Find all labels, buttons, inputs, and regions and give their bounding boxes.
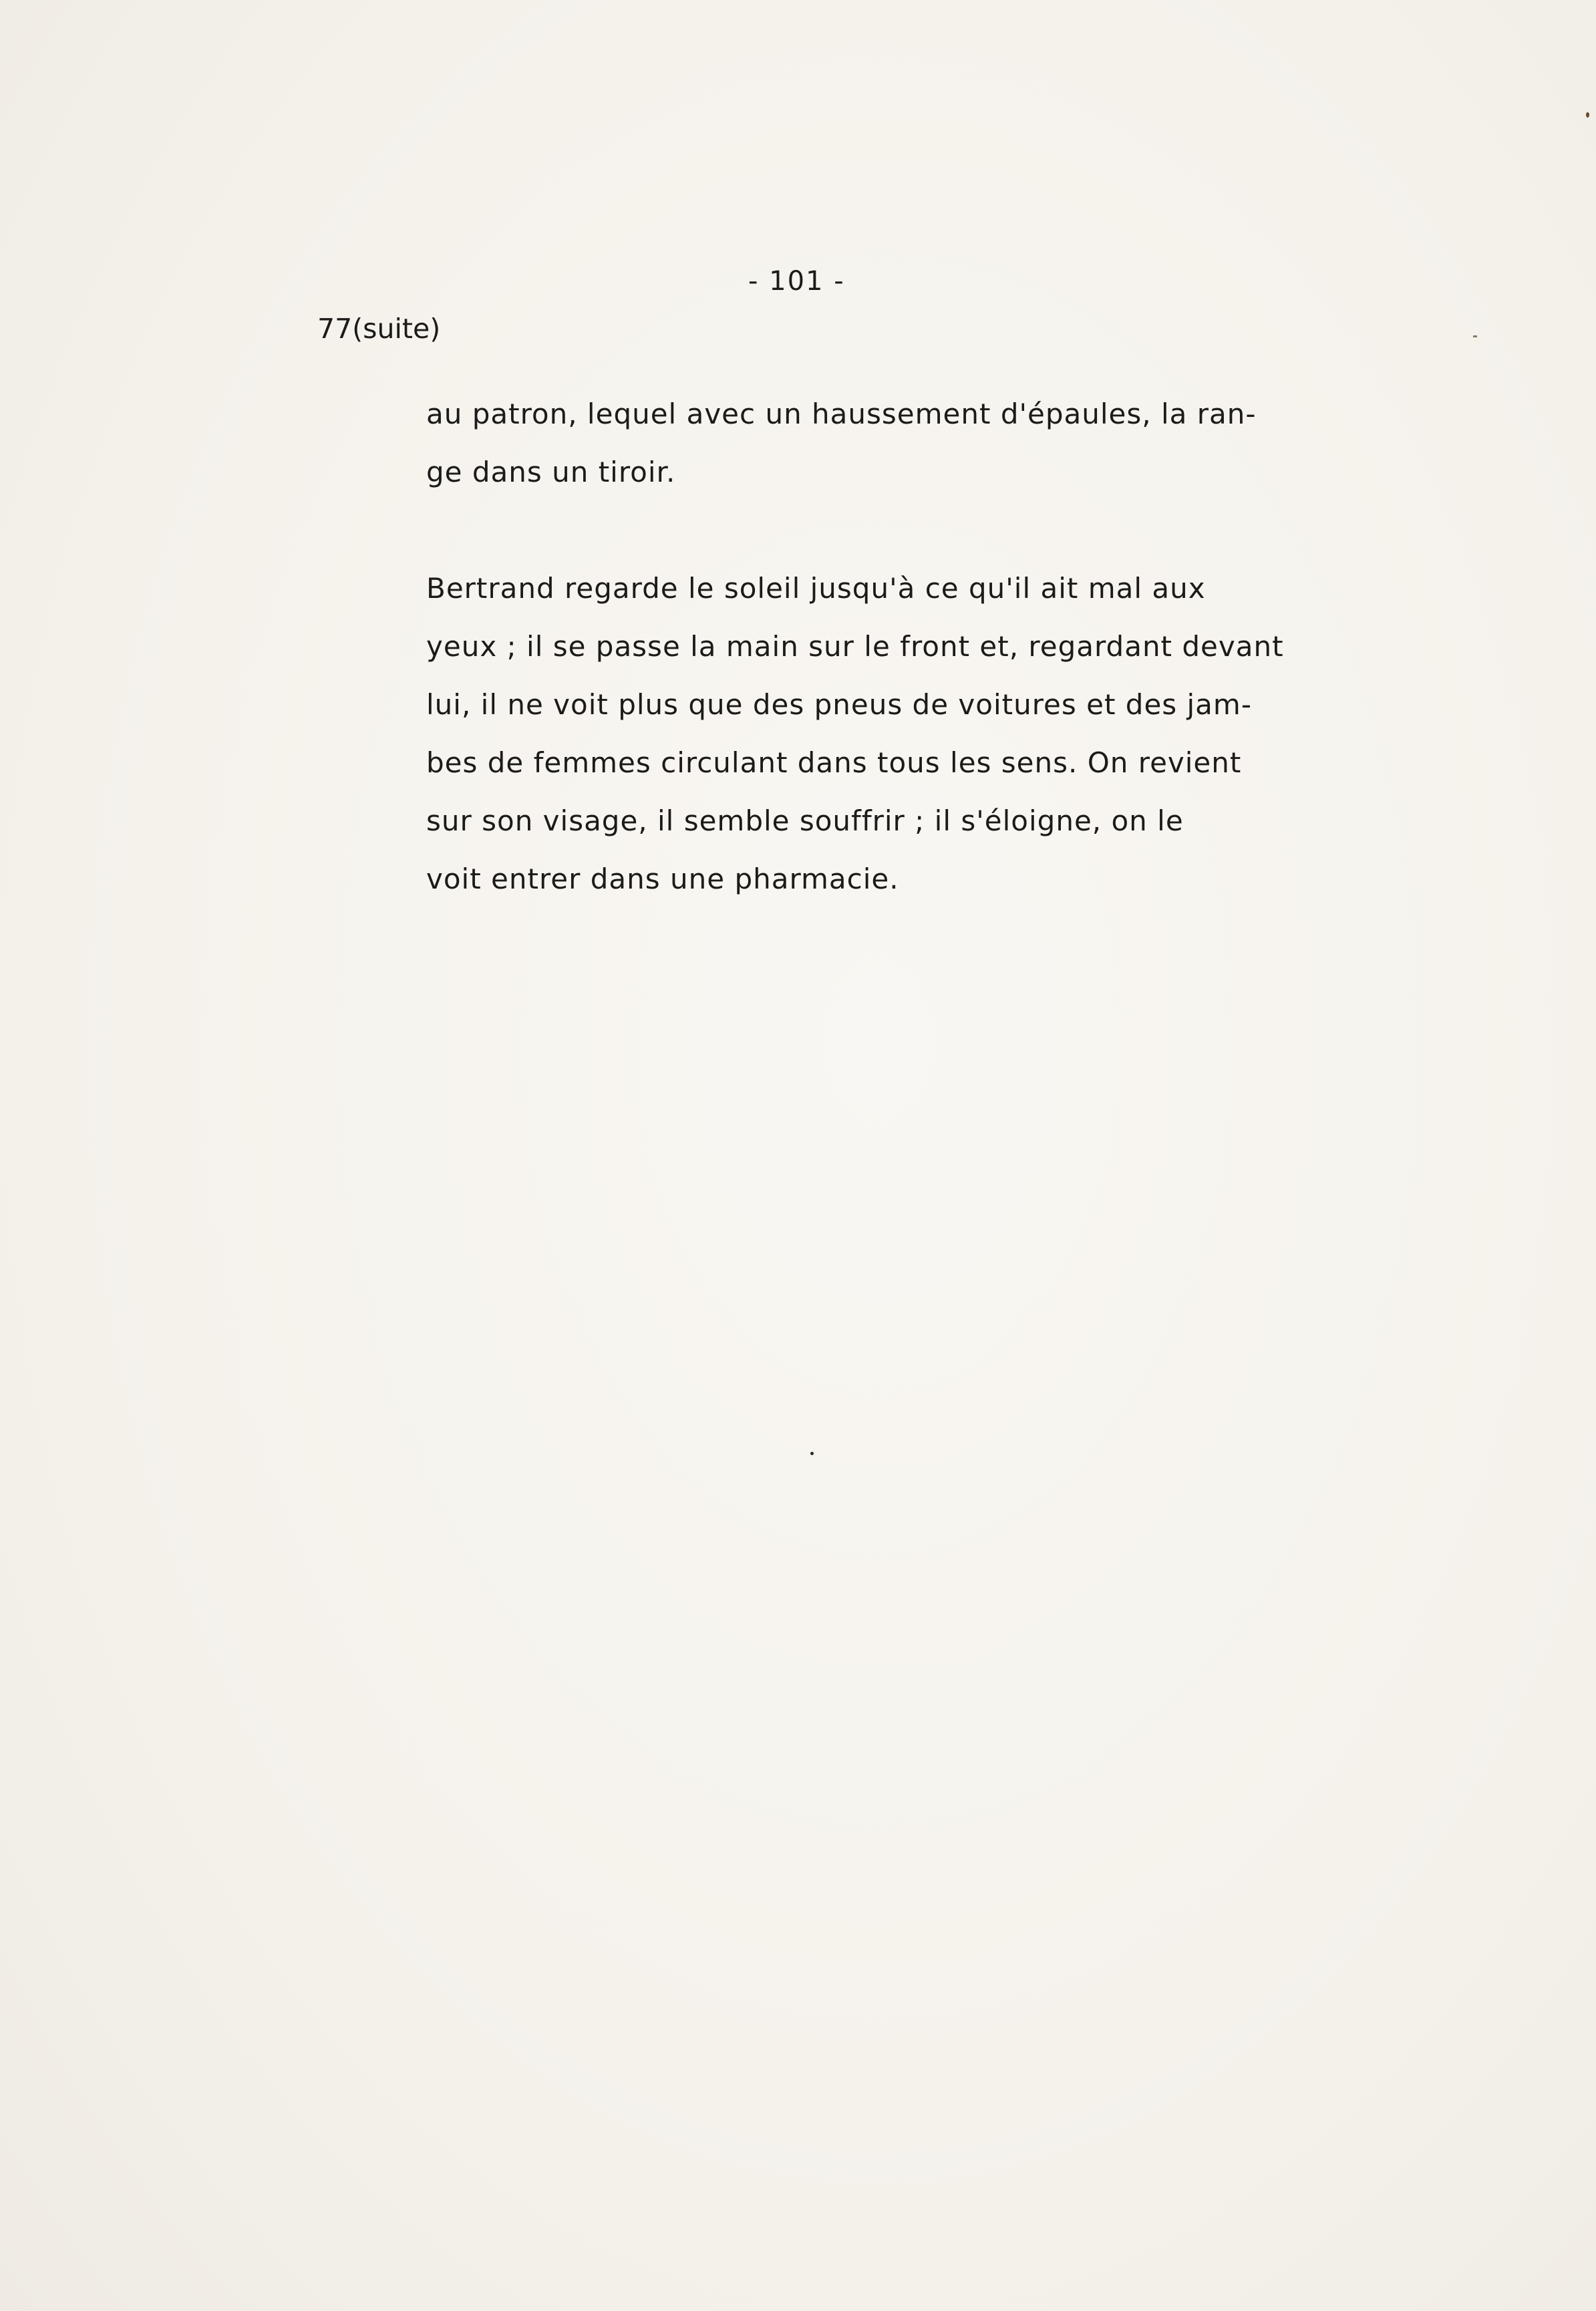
text-line: sur son visage, il semble souffrir ; il s'éloigne, on le xyxy=(426,804,1184,837)
text-line: bes de femmes circulant dans tous les sens. On revient xyxy=(426,746,1242,779)
page-number: - 101 - xyxy=(748,266,845,297)
scene-reference: 77(suite) xyxy=(317,313,441,345)
margin-tick xyxy=(1473,335,1477,337)
text-line: Bertrand regarde le soleil jusqu'à ce qu'il ait mal aux xyxy=(426,572,1206,605)
text-line: au patron, lequel avec un haussement d'épaules, la ran- xyxy=(426,398,1257,430)
text-line: lui, il ne voit plus que des pneus de voitures et des jam- xyxy=(426,688,1252,721)
stray-dot xyxy=(810,1452,814,1455)
text-line: ge dans un tiroir. xyxy=(426,456,676,488)
paper-speck xyxy=(1586,112,1589,118)
paragraph-1 xyxy=(426,385,1402,501)
paragraph-2 xyxy=(426,559,1402,908)
text-line: voit entrer dans une pharmacie. xyxy=(426,863,899,895)
text-line: yeux ; il se passe la main sur le front et, regardant devant xyxy=(426,630,1284,663)
